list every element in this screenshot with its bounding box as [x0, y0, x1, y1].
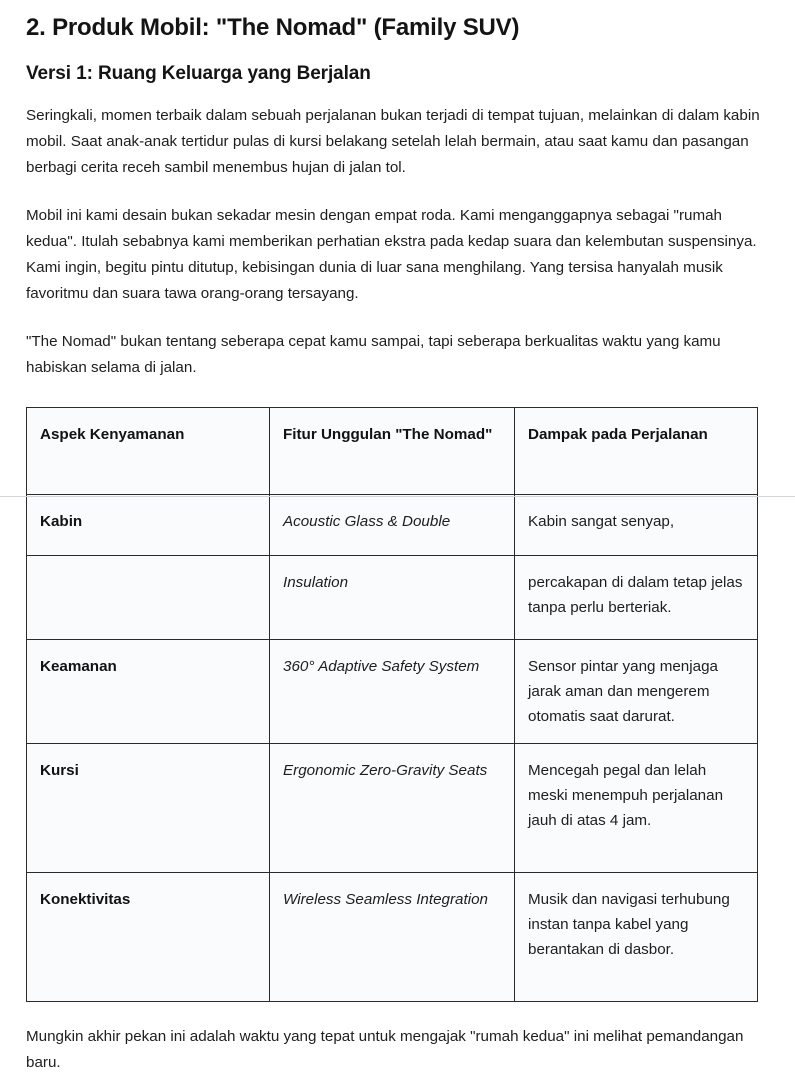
paragraph-intro: Seringkali, momen terbaik dalam sebuah perjalanan bukan terjadi di tempat tujuan, melainkan di dalam kabin mobil. Saat anak-anak tertidur pulas di kursi belakang setelah lelah bermain, atau saat kamu dan pasangan berbagi cerita receh sambil menembus hujan di jalan tol. — [26, 107, 760, 177]
table-header-row — [27, 408, 758, 495]
comfort-table-container — [26, 381, 769, 1002]
cell-feature-keamanan: 360° Adaptive Safety System — [270, 640, 515, 744]
table-row — [27, 744, 758, 873]
cell-impact-kursi: Mencegah pegal dan lelah meski menempuh perjalanan jauh di atas 4 jam. — [515, 744, 758, 873]
page-title: 2. Produk Mobil: "The Nomad" (Family SUV) — [26, 14, 520, 41]
paragraph-closing: Mungkin akhir pekan ini adalah waktu yang tepat untuk mengajak "rumah kedua" ini melihat pemandangan baru. — [26, 1028, 744, 1072]
table-row — [27, 556, 758, 640]
cell-aspect-konektivitas: Konektivitas — [27, 873, 270, 1002]
table-row — [27, 640, 758, 744]
cell-feature-kabin-line2: Insulation — [270, 556, 515, 640]
column-header-impact: Dampak pada Perjalanan — [515, 408, 758, 495]
table-body — [27, 495, 758, 1002]
paragraph-design: Mobil ini kami desain bukan sekadar mesin dengan empat roda. Kami menganggapnya sebagai "rumah kedua". Itulah sebabnya kami memberikan perhatian ekstra pada kedap suara dan kelembutan suspensinya. Kami ingin, begitu pintu ditutup, kebisingan dunia di luar sana menghilang. Yang tersisa hanyalah musik favoritmu dan suara tawa orang-orang tersayang. — [26, 207, 757, 303]
cell-aspect-kursi: Kursi — [27, 744, 270, 873]
cell-impact-kabin-line2: percakapan di dalam tetap jelas tanpa perlu berteriak. — [515, 556, 758, 640]
comfort-table — [26, 407, 758, 1002]
cell-impact-konektivitas: Musik dan navigasi terhubung instan tanpa kabel yang berantakan di dasbor. — [515, 873, 758, 1002]
cell-impact-keamanan: Sensor pintar yang menjaga jarak aman dan mengerem otomatis saat darurat. — [515, 640, 758, 744]
cell-feature-konektivitas: Wireless Seamless Integration — [270, 873, 515, 1002]
column-header-feature: Fitur Unggulan "The Nomad" — [270, 408, 515, 495]
section-subtitle: Versi 1: Ruang Keluarga yang Berjalan — [26, 62, 371, 84]
cell-feature-kursi: Ergonomic Zero-Gravity Seats — [270, 744, 515, 873]
cell-aspect-kabin-continued — [27, 556, 270, 640]
table-row — [27, 495, 758, 556]
column-header-aspect: Aspek Kenyamanan — [27, 408, 270, 495]
cell-aspect-kabin: Kabin — [27, 495, 270, 556]
cell-feature-kabin-line1: Acoustic Glass & Double — [270, 495, 515, 556]
cell-impact-kabin-line1: Kabin sangat senyap, — [515, 495, 758, 556]
table-row — [27, 873, 758, 1002]
paragraph-philosophy: "The Nomad" bukan tentang seberapa cepat kamu sampai, tapi seberapa berkualitas waktu yang kamu habiskan selama di jalan. — [26, 333, 721, 377]
table-header — [27, 408, 758, 495]
cell-aspect-keamanan: Keamanan — [27, 640, 270, 744]
